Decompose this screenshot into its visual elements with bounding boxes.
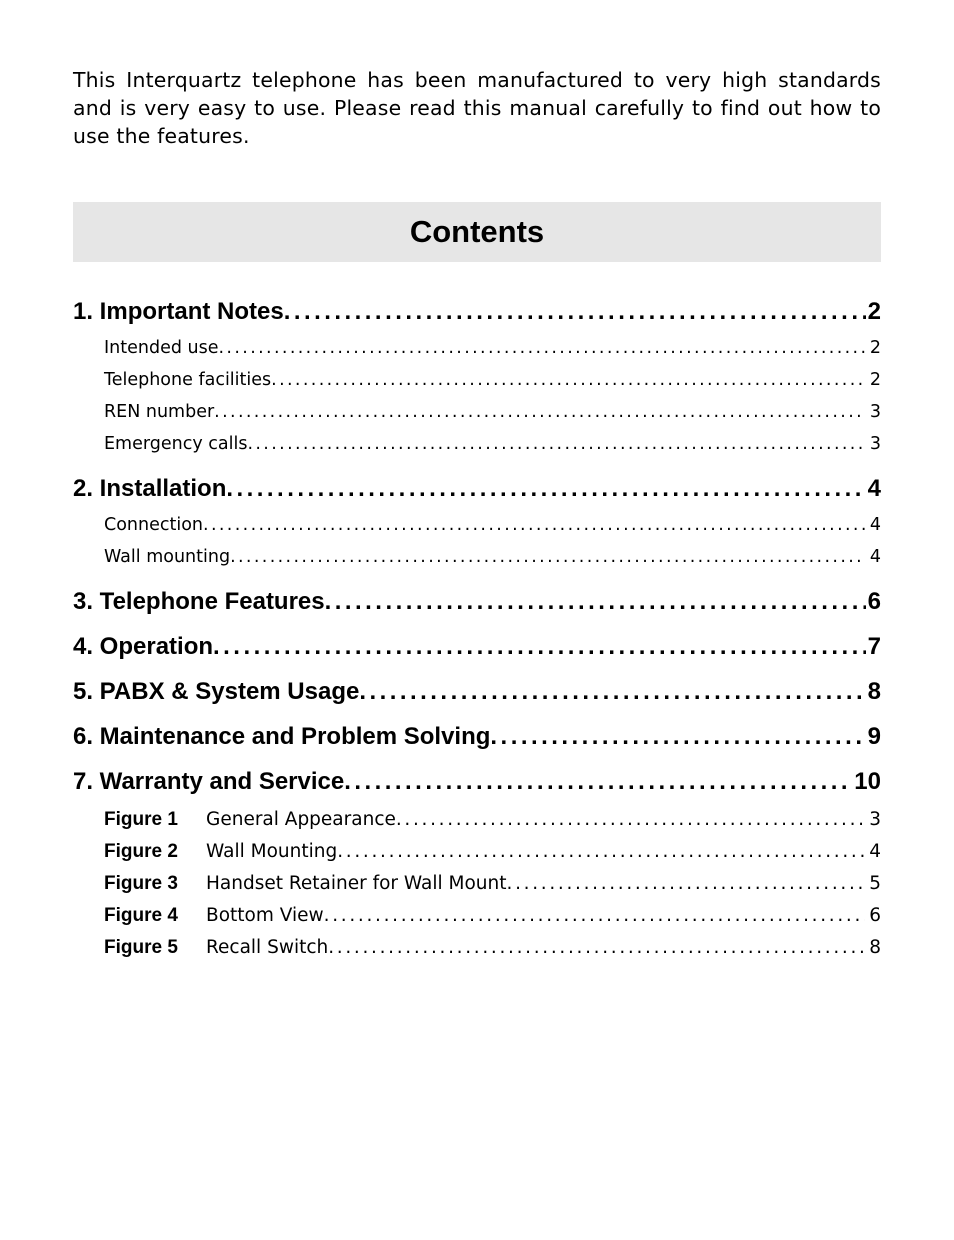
- toc-entry-important-notes[interactable]: [73, 298, 881, 328]
- toc-entry-ren-number[interactable]: [73, 396, 881, 428]
- figure-tag: Figure 1: [104, 809, 178, 830]
- leader-dots: [284, 298, 866, 326]
- toc-label: Intended use: [104, 338, 219, 358]
- leader-dots: [324, 900, 866, 932]
- toc-label: 4. Operation: [73, 633, 214, 660]
- leader-dots: [337, 836, 865, 868]
- toc-entry-maintenance[interactable]: [73, 723, 881, 753]
- toc-entry-connection[interactable]: [73, 509, 881, 541]
- toc-page-number: 3: [869, 434, 881, 454]
- figure-label: Bottom View: [206, 905, 324, 926]
- toc-page-number: 7: [867, 633, 881, 660]
- figure-page-number: 8: [869, 937, 881, 958]
- toc-label: Emergency calls: [104, 434, 248, 454]
- toc-label: 3. Telephone Features: [73, 588, 325, 615]
- toc-label: 2. Installation: [73, 475, 227, 502]
- toc-page-number: 10: [854, 768, 881, 795]
- figure-entry-1[interactable]: [73, 804, 881, 836]
- leader-dots: [214, 396, 866, 428]
- figure-tag: Figure 2: [104, 841, 178, 862]
- leader-dots: [213, 633, 866, 661]
- contents-header: [73, 202, 881, 262]
- toc-entry-wall-mounting[interactable]: [73, 541, 881, 573]
- leader-dots: [230, 541, 866, 573]
- table-of-contents: [73, 298, 881, 964]
- toc-page-number: 4: [867, 475, 881, 502]
- leader-dots: [507, 868, 866, 900]
- manual-page: [73, 66, 881, 964]
- leader-dots: [328, 932, 865, 964]
- figure-page-number: 4: [869, 841, 881, 862]
- toc-label: 1. Important Notes: [73, 298, 284, 325]
- figure-tag: Figure 5: [104, 937, 178, 958]
- leader-dots: [271, 364, 866, 396]
- toc-page-number: 2: [867, 298, 881, 325]
- toc-entry-telephone-features[interactable]: [73, 588, 881, 618]
- toc-page-number: 4: [869, 547, 881, 567]
- toc-page-number: 2: [869, 370, 881, 390]
- figure-label: Recall Switch: [206, 937, 329, 958]
- toc-page-number: 6: [867, 588, 881, 615]
- figure-label: Handset Retainer for Wall Mount: [206, 873, 507, 894]
- toc-entry-emergency-calls[interactable]: [73, 428, 881, 460]
- leader-dots: [344, 768, 852, 796]
- toc-entry-pabx-system-usage[interactable]: [73, 678, 881, 708]
- toc-label: 7. Warranty and Service: [73, 768, 345, 795]
- figure-tag: Figure 3: [104, 873, 178, 894]
- leader-dots: [490, 723, 865, 751]
- toc-entry-operation[interactable]: [73, 633, 881, 663]
- intro-paragraph: This Interquartz telephone has been manufactured to very high standards and is very easy to use. Please read this manual carefully to find out how to use the features.: [73, 68, 881, 148]
- figure-entry-2[interactable]: [73, 836, 881, 868]
- contents-title: Contents: [409, 214, 545, 249]
- figure-entry-3[interactable]: [73, 868, 881, 900]
- toc-entry-warranty[interactable]: [73, 768, 881, 798]
- toc-page-number: 8: [867, 678, 881, 705]
- toc-label: Telephone facilities: [104, 370, 272, 390]
- toc-page-number: 2: [869, 338, 881, 358]
- toc-label: Connection: [104, 515, 204, 535]
- figure-label: Wall Mounting: [206, 841, 338, 862]
- figure-page-number: 3: [869, 809, 881, 830]
- toc-label: 5. PABX & System Usage: [73, 678, 360, 705]
- toc-entry-installation[interactable]: [73, 475, 881, 505]
- leader-dots: [359, 678, 865, 706]
- leader-dots: [226, 475, 865, 503]
- figure-label: General Appearance: [206, 809, 396, 830]
- toc-page-number: 9: [867, 723, 881, 750]
- toc-entry-intended-use[interactable]: [73, 332, 881, 364]
- leader-dots: [247, 428, 865, 460]
- toc-label: 6. Maintenance and Problem Solving: [73, 723, 491, 750]
- figure-tag: Figure 4: [104, 905, 178, 926]
- leader-dots: [325, 588, 866, 616]
- leader-dots: [203, 509, 866, 541]
- toc-label: REN number: [104, 402, 215, 422]
- toc-page-number: 3: [869, 402, 881, 422]
- figure-page-number: 5: [869, 873, 881, 894]
- toc-label: Wall mounting: [104, 547, 231, 567]
- figure-entry-4[interactable]: [73, 900, 881, 932]
- figure-entry-5[interactable]: [73, 932, 881, 964]
- toc-page-number: 4: [869, 515, 881, 535]
- toc-entry-telephone-facilities[interactable]: [73, 364, 881, 396]
- leader-dots: [396, 804, 865, 836]
- leader-dots: [219, 332, 866, 364]
- figure-page-number: 6: [869, 905, 881, 926]
